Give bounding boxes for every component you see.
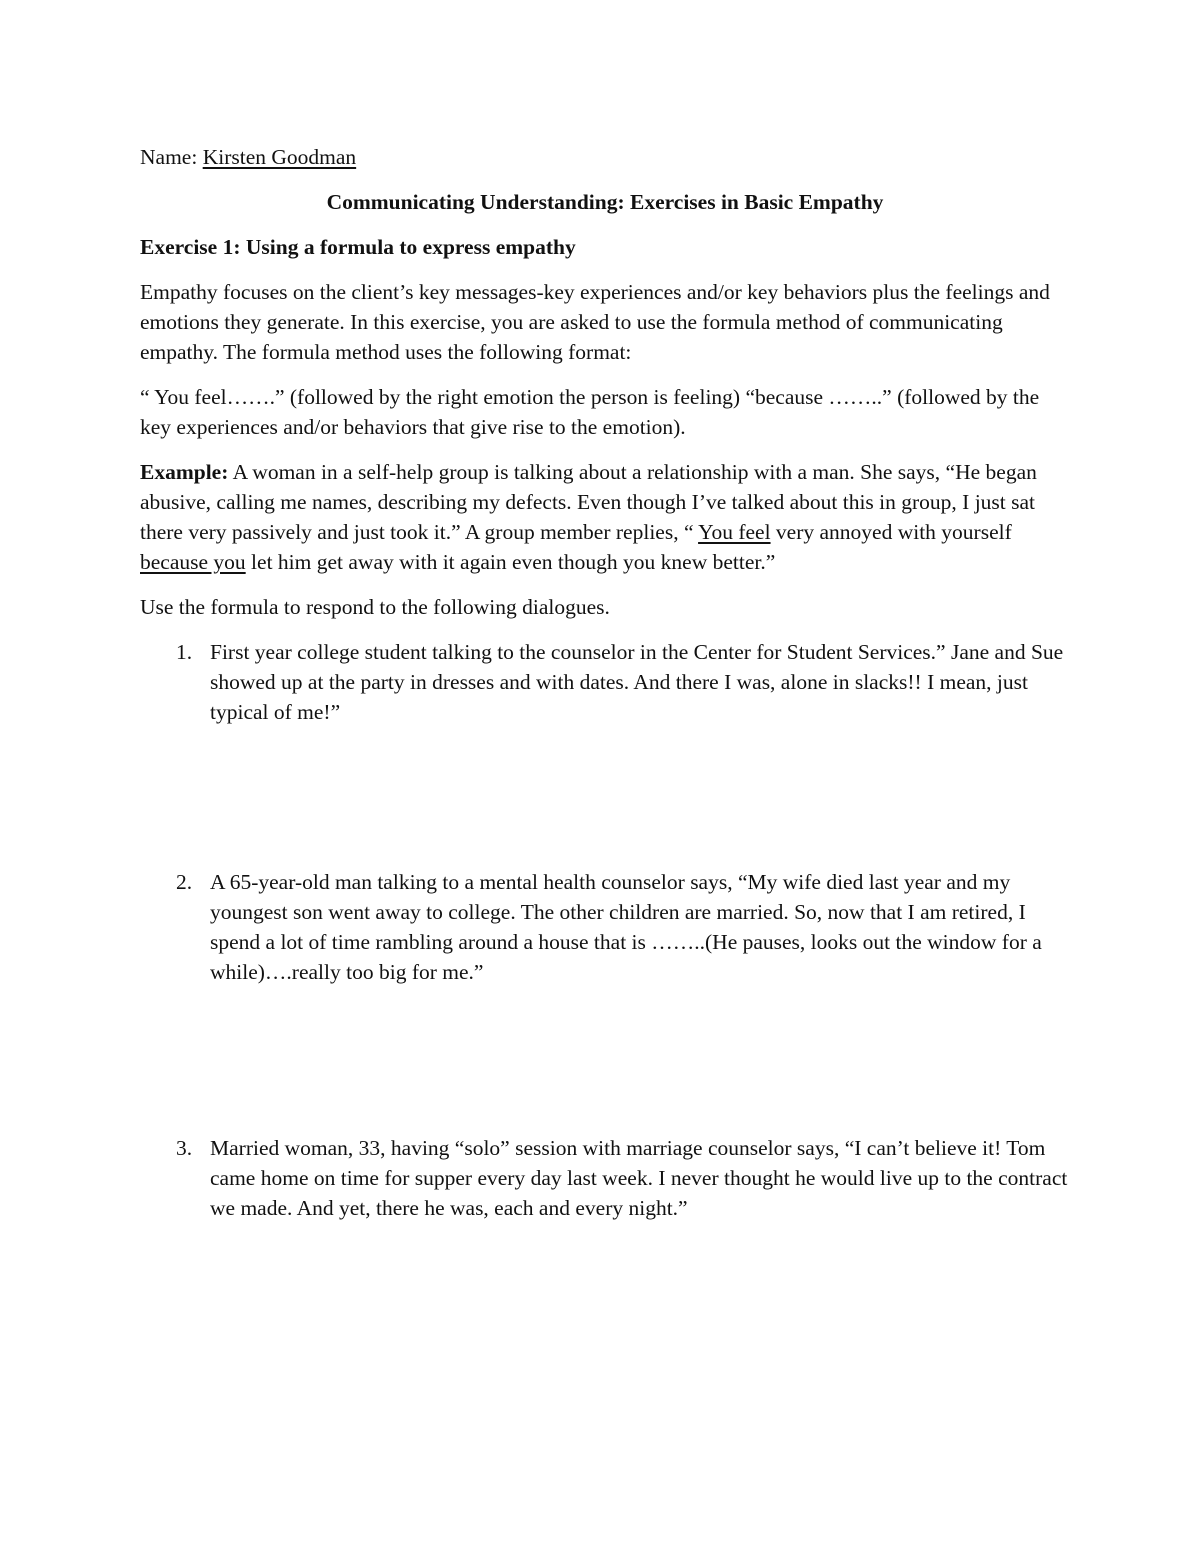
example-text-2: very annoyed with yourself <box>770 520 1012 544</box>
dialogue-item <box>140 1133 1070 1223</box>
document-title: Communicating Understanding: Exercises in Basic Empathy <box>326 190 884 214</box>
instruction-paragraph: Use the formula to respond to the following dialogues. <box>140 595 610 619</box>
example-underline-because-you: because you <box>140 550 246 574</box>
example-underline-you-feel: You feel <box>698 520 771 544</box>
dialogue-text: First year college student talking to the counselor in the Center for Student Services.” Jane and Sue showed up at the party in dresses and with dates. And there I was, alone in slacks!! I mean, just typical of me!” <box>210 640 1064 724</box>
example-text-3: let him get away with it again even though you knew better.” <box>245 550 776 574</box>
student-name: Kirsten Goodman <box>202 145 357 169</box>
dialogue-text: A 65-year-old man talking to a mental health counselor says, “My wife died last year and my youngest son went away to college. The other children are married. So, now that I am retired, I spend a lot of time rambling around a house that is ……..(He pauses, looks out the window for a while)….really too big for me.” <box>210 870 1042 984</box>
name-label: Name: <box>140 145 203 169</box>
dialogue-number: 2. <box>176 870 193 894</box>
document-page <box>140 142 1070 1223</box>
name-line <box>140 142 1070 172</box>
dialogue-text: Married woman, 33, having “solo” session with marriage counselor says, “I can’t believe it! Tom came home on time for supper every day last week. I never thought he would live up to the contract we made. And yet, there he was, each and every night.” <box>210 1136 1068 1220</box>
example-paragraph <box>140 457 1070 577</box>
dialogue-item <box>140 637 1070 727</box>
example-text-1: A woman in a self-help group is talking about a relationship with a man. She says, “He began abusive, calling me names, describing my defects. Even though I’ve talked about this in group, I just sat there very passively and just took it.” A group member replies, “ <box>140 460 1037 544</box>
dialogue-number: 1. <box>176 640 193 664</box>
example-label: Example: <box>140 460 229 484</box>
intro-paragraph: Empathy focuses on the client’s key messages-key experiences and/or key behaviors plus the feelings and emotions they generate. In this exercise, you are asked to use the formula method of communicating empathy. The formula method uses the following format: <box>140 280 1050 364</box>
dialogue-number: 3. <box>176 1136 193 1160</box>
dialogue-item <box>140 867 1070 987</box>
exercise-heading: Exercise 1: Using a formula to express empathy <box>140 235 576 259</box>
formula-paragraph: “ You feel…….” (followed by the right emotion the person is feeling) “because ……..” (followed by the key experiences and/or behaviors that give rise to the emotion). <box>140 385 1040 439</box>
dialogue-list <box>140 637 1070 1223</box>
